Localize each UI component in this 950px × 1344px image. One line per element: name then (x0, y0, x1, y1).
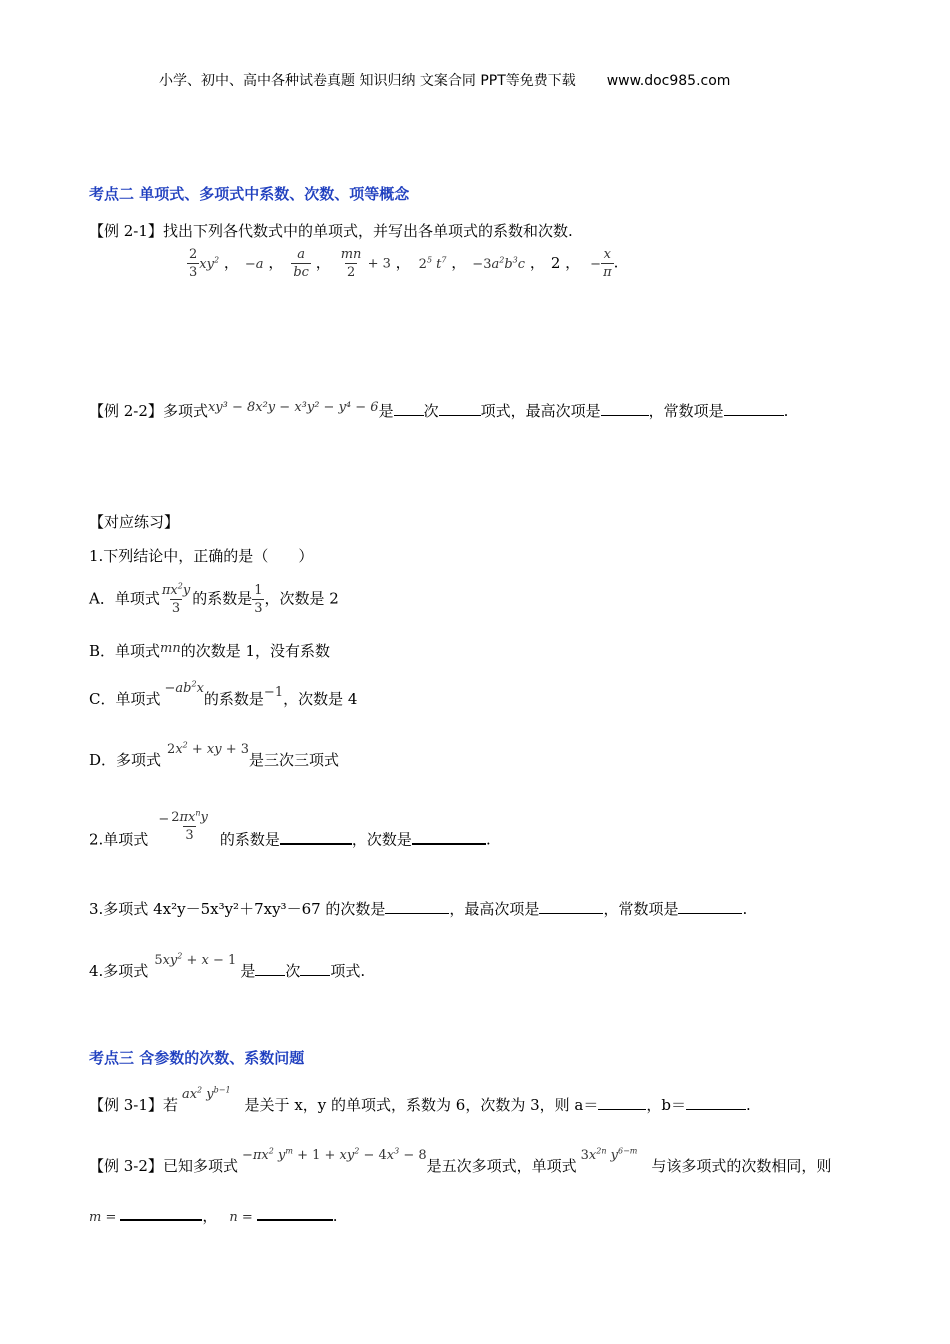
q4 (89, 951, 366, 981)
q1-option-d[interactable] (89, 740, 340, 770)
q2-pre: 2.单项式 (89, 830, 149, 849)
q3-text: 3.多项式 4x²y－5x³y²＋7xy³－67 的次数是 (89, 900, 386, 918)
example-2-1-text: 找出下列各代数式中的单项式，并写出各单项式的系数和次数. (162, 222, 573, 240)
q1-option-b[interactable] (89, 640, 330, 661)
q4-ci: 次 (285, 962, 301, 980)
q1-a-mid: 的系数是 (192, 589, 253, 608)
expr-a-over-bc: $\frac{a}{bc}$ (293, 247, 309, 280)
example-3-1-mid: 是关于 x，y 的单项式，系数为 6，次数为 3，则 a＝ (244, 1096, 599, 1114)
expr-mn-over-2: $\frac{mn}{2}$ (340, 247, 362, 280)
example-3-1-label: 【例 3-1】 (89, 1096, 163, 1114)
example-2-2-label: 【例 2-2】 (89, 402, 163, 420)
page-header (159, 70, 730, 90)
example-3-2-pre: 已知多项式 (162, 1157, 238, 1175)
highest-term-blank[interactable] (601, 401, 649, 416)
example-2-2-is: 是 (378, 402, 394, 420)
b-value-blank[interactable] (686, 1095, 746, 1110)
example-3-2-period: . (332, 1207, 338, 1225)
q2 (89, 808, 491, 858)
q3 (89, 898, 747, 919)
expr-neg-sign: − (590, 256, 602, 272)
expr-plus-3: + 3 (363, 256, 391, 272)
q1-c-mid: 的系数是 (203, 690, 264, 708)
q1-d-polynomial: $2x^2$ + xy + 3 (167, 740, 250, 757)
n-equals: n = (229, 1210, 253, 1225)
q2-coefficient-blank[interactable] (280, 829, 352, 845)
q3-end: . (742, 900, 748, 918)
q2-degree-blank[interactable] (412, 829, 486, 845)
expr-xy2-tail: $xy^2$ (199, 255, 220, 272)
example-2-2-end: . (783, 402, 789, 420)
q1-b-pre: B．单项式 (89, 642, 161, 660)
m-value-blank[interactable] (120, 1205, 202, 1221)
q4-end: 项式. (330, 962, 366, 980)
q1-option-c[interactable] (89, 679, 358, 709)
q1-c-monomial: $-ab^2x$ (164, 679, 204, 696)
example-3-2-polynomial: $-\pi x^2$ $y^m + 1 + xy^2 - 4x^3 - 8$ (241, 1146, 427, 1163)
q1-c-pre: C．单项式 (89, 690, 161, 708)
q1-b-monomial: mn (160, 641, 181, 656)
example-3-1-pre: 若 (162, 1096, 178, 1114)
example-2-1-expressions: $\frac{2}{3}$ $xy^2$ ， −a ， $\frac{a}{bc}$ ， $\frac{mn}{2}$ + 3 ， $2^5$ $t^7$ ， $-3a^2b^3c$ ， 2 ， − $\frac{x}{\pi}$ . (189, 247, 619, 280)
q4-pre: 4.多项式 (89, 962, 149, 980)
example-3-2-label: 【例 3-2】 (89, 1157, 163, 1175)
example-2-2-constant: ，常数项是 (648, 402, 724, 420)
q3-highest-blank[interactable] (539, 899, 603, 914)
expr-neg-3a2b3c: $-3a^2b^3c$ (472, 255, 526, 272)
example-3-1-monomial: $ax^2$ $y^{b-1}$ (181, 1085, 231, 1102)
example-3-1-b: ，b＝ (646, 1096, 686, 1114)
q4-is: 是 (240, 962, 256, 980)
example-2-2-polynomial: xy³ − 8x²y − x³y² − y⁴ − 6 (207, 400, 379, 415)
example-2-2-ci: 次 (423, 402, 439, 420)
q1-d-pre: D．多项式 (89, 751, 162, 769)
a-value-blank[interactable] (598, 1095, 646, 1110)
example-3-2-sep: ， (202, 1207, 218, 1225)
q3-mid2: ，常数项是 (603, 900, 679, 918)
q1-a-monomial: $\frac{\pi x^2y}{3}$ (161, 581, 191, 616)
example-3-1-end: . (745, 1096, 751, 1114)
header-text: 小学、初中、高中各种试卷真题 知识归纳 文案合同 PPT等免费下载 (159, 73, 576, 89)
expr-2-3-xy2: $\frac{2}{3}$ (189, 247, 198, 280)
q1-c-end: ，次数是 4 (283, 690, 358, 708)
practice-title: 【对应练习】 (89, 513, 180, 531)
example-2-1 (89, 220, 573, 241)
q2-ci: ，次数是 (351, 830, 412, 849)
q1-b-end: 的次数是 1，没有系数 (180, 642, 331, 660)
q2-mid: 的系数是 (219, 830, 280, 849)
q4-terms-blank[interactable] (300, 961, 330, 976)
degree-blank[interactable] (394, 401, 424, 416)
q1-c-coef: −1 (263, 685, 284, 700)
section-3-title: 考点三 含参数的次数、系数问题 (89, 1049, 305, 1067)
example-3-2-answers (89, 1205, 338, 1226)
q3-constant-blank[interactable] (678, 899, 742, 914)
q2-monomial: $\frac{2\pi x^ny}{3}$ (171, 808, 208, 843)
q2-end: . (485, 830, 491, 849)
example-2-2-pre: 多项式 (162, 402, 208, 420)
q1-a-coefficient: $\frac{1}{3}$ (254, 583, 263, 616)
example-3-2 (89, 1146, 832, 1176)
q1-option-a[interactable] (89, 582, 339, 617)
n-value-blank[interactable] (257, 1205, 333, 1221)
example-3-1 (89, 1085, 751, 1115)
q1-a-end: ，次数是 2 (264, 589, 339, 608)
q3-mid1: ，最高次项是 (449, 900, 540, 918)
example-2-1-label: 【例 2-1】 (89, 222, 163, 240)
example-3-2-monomial: $3x^{2n}$ $y^{6-m}$ (580, 1146, 638, 1163)
example-3-2-end: 与该多项式的次数相同，则 (651, 1157, 832, 1175)
q2-neg: − (158, 811, 170, 827)
m-equals: m = (89, 1210, 117, 1225)
q4-degree-blank[interactable] (255, 961, 285, 976)
q3-degree-blank[interactable] (385, 899, 449, 914)
q1-stem: 1.下列结论中，正确的是（ ） (89, 547, 314, 565)
q4-polynomial: $5xy^2 + x - 1$ (154, 951, 237, 968)
expr-x-over-pi: $\frac{x}{\pi}$ (603, 247, 612, 280)
constant-term-blank[interactable] (724, 401, 784, 416)
expr-2-5-t-7: $2^5$ $t^7$ (418, 255, 447, 272)
section-2-title: 考点二 单项式、多项式中系数、次数、项等概念 (89, 185, 410, 203)
q1-d-end: 是三次三项式 (249, 751, 340, 769)
q1-a-pre: A．单项式 (89, 589, 160, 608)
expr-2: 2 (550, 253, 561, 272)
example-3-2-mid: 是五次多项式，单项式 (426, 1157, 577, 1175)
example-2-2-highest: 项式，最高次项是 (480, 402, 601, 420)
example-2-2 (89, 400, 788, 421)
expr-neg-a: −a (244, 256, 264, 272)
terms-blank[interactable] (439, 401, 481, 416)
header-site-link[interactable]: www.doc985.com (606, 73, 731, 89)
